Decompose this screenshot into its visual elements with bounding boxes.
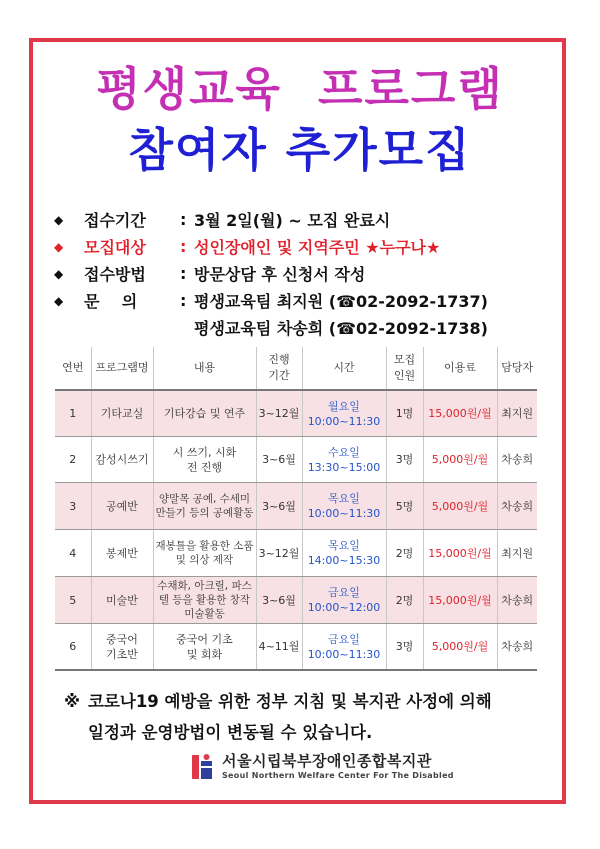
col-header-content: 내용 <box>153 347 256 390</box>
cell-count: 1명 <box>386 390 423 437</box>
cell-fee: 15,000원/월 <box>423 577 497 624</box>
cell-hours: 10:00~11:30 <box>307 507 381 520</box>
cell-day: 목요일 <box>328 539 360 552</box>
col-header-time: 시간 <box>302 347 386 390</box>
info-value: 3월 2일(월) ~ 모집 완료시 <box>194 211 391 230</box>
info-colon: : <box>180 291 187 310</box>
col-header-staff: 담당자 <box>497 347 537 390</box>
cell-no: 6 <box>55 624 91 671</box>
cell-content: 수채화, 아크릴, 파스텔 등을 활용한 창작 미술활동 <box>153 577 256 624</box>
cell-content: 중국어 기초 및 회화 <box>153 624 256 671</box>
cell-no: 2 <box>55 437 91 483</box>
info-value: 평생교육팀 최지원 (☎02-2092-1737) <box>194 292 488 311</box>
cell-content: 재봉틀을 활용한 소품 및 의상 제작 <box>153 530 256 577</box>
col-header-count-text: 모집 인원 <box>393 353 416 382</box>
diamond-bullet-icon: ◆ <box>54 266 64 281</box>
cell-count: 5명 <box>386 483 423 530</box>
cell-hours: 10:00~11:30 <box>307 414 381 428</box>
notice-line-1 <box>64 686 564 717</box>
cell-no: 1 <box>55 390 91 437</box>
diamond-bullet-icon: ◆ <box>54 212 64 227</box>
col-header-name: 프로그램명 <box>91 347 153 390</box>
info-colon: : <box>180 237 187 256</box>
cell-count: 3명 <box>386 437 423 483</box>
cell-staff: 최지원 <box>497 390 537 437</box>
info-label: 접수기간 <box>84 211 146 230</box>
table-row <box>55 530 537 577</box>
cell-hours: 13:30~15:00 <box>307 460 381 474</box>
title-line-1: 평생교육 프로그램 <box>96 62 504 116</box>
cell-staff: 차송희 <box>497 624 537 671</box>
cell-day: 금요일 <box>328 632 360 646</box>
cell-no: 5 <box>55 577 91 624</box>
cell-name: 기타교실 <box>91 390 153 437</box>
info-value: 평생교육팀 차송희 (☎02-2092-1738) <box>194 319 488 338</box>
info-colon: : <box>180 210 187 229</box>
table-row <box>55 624 537 671</box>
cell-fee: 5,000원/월 <box>423 437 497 483</box>
cell-period: 3~12월 <box>256 530 302 577</box>
cell-hours: 14:00~15:30 <box>307 554 381 567</box>
org-name-korean: 서울시립북부장애인종합복지관 <box>222 752 432 770</box>
cell-staff: 차송희 <box>497 483 537 530</box>
org-footer <box>190 752 454 781</box>
info-colon: : <box>180 264 187 283</box>
diamond-bullet-icon: ◆ <box>54 239 64 254</box>
org-name-english: Seoul Northern Welfare Center For The Disabled <box>222 771 454 780</box>
cell-content: 기타강습 및 연주 <box>153 390 256 437</box>
program-table <box>55 347 537 671</box>
cell-period: 3~6월 <box>256 577 302 624</box>
cell-name: 공예반 <box>91 483 153 530</box>
cell-period: 3~12월 <box>256 390 302 437</box>
cell-time <box>302 530 386 577</box>
cell-no: 4 <box>55 530 91 577</box>
cell-period: 4~11월 <box>256 624 302 671</box>
cell-fee: 15,000원/월 <box>423 390 497 437</box>
reference-mark-icon: ※ <box>64 692 81 711</box>
title-line-2: 참여자 추가모집 <box>128 123 472 177</box>
info-list <box>54 206 554 341</box>
cell-hours: 10:00~11:30 <box>307 647 381 661</box>
cell-day: 목요일 <box>328 492 360 505</box>
cell-name: 봉제반 <box>91 530 153 577</box>
cell-time <box>302 577 386 624</box>
cell-staff: 차송희 <box>497 437 537 483</box>
col-header-fee: 이용료 <box>423 347 497 390</box>
diamond-bullet-icon: ◆ <box>54 293 64 308</box>
cell-period: 3~6월 <box>256 483 302 530</box>
cell-time <box>302 624 386 671</box>
cell-day: 월요일 <box>328 399 360 413</box>
cell-content: 양말목 공예, 수세미 만들기 등의 공예활동 <box>153 483 256 530</box>
cell-time <box>302 390 386 437</box>
table-row <box>55 483 537 530</box>
cell-day: 금요일 <box>328 586 360 599</box>
org-logo-icon <box>190 753 214 781</box>
cell-name: 미술반 <box>91 577 153 624</box>
cell-fee: 5,000원/월 <box>423 624 497 671</box>
table-row <box>55 577 537 624</box>
cell-hours: 10:00~12:00 <box>307 601 381 614</box>
info-value: 방문상담 후 신청서 작성 <box>194 265 366 284</box>
table-row <box>55 390 537 437</box>
cell-staff: 최지원 <box>497 530 537 577</box>
cell-count: 2명 <box>386 577 423 624</box>
info-label: 모집대상 <box>84 238 146 257</box>
info-item-period <box>54 206 554 233</box>
notice-text-1: 코로나19 예방을 위한 정부 지침 및 복지관 사정에 의해 <box>88 692 492 711</box>
table-header-row <box>55 347 537 390</box>
info-value: 성인장애인 및 지역주민 ★누구나★ <box>194 238 441 257</box>
cell-count: 3명 <box>386 624 423 671</box>
info-label: 접수방법 <box>84 265 146 284</box>
col-header-period-text: 진행 기간 <box>268 353 290 382</box>
info-item-method <box>54 260 554 287</box>
cell-period: 3~6월 <box>256 437 302 483</box>
cell-name: 감성시쓰기 <box>91 437 153 483</box>
org-name-block <box>222 752 454 781</box>
cell-no: 3 <box>55 483 91 530</box>
table-row <box>55 437 537 483</box>
col-header-count <box>386 347 423 390</box>
info-item-contact <box>54 287 554 314</box>
cell-fee: 5,000원/월 <box>423 483 497 530</box>
col-header-no: 연번 <box>55 347 91 390</box>
cell-staff: 차송희 <box>497 577 537 624</box>
cell-fee: 15,000원/월 <box>423 530 497 577</box>
cell-content: 시 쓰기, 시화전 진행 <box>153 437 256 483</box>
info-label: 문 의 <box>84 292 138 311</box>
notice <box>64 686 564 748</box>
cell-count: 2명 <box>386 530 423 577</box>
col-header-period <box>256 347 302 390</box>
cell-day: 수요일 <box>328 445 360 459</box>
cell-time <box>302 437 386 483</box>
cell-time <box>302 483 386 530</box>
cell-name: 중국어 기초반 <box>91 624 153 671</box>
info-item-target <box>54 233 554 260</box>
info-item-contact-2 <box>54 314 554 341</box>
notice-line-2: 일정과 운영방법이 변동될 수 있습니다. <box>88 723 373 742</box>
